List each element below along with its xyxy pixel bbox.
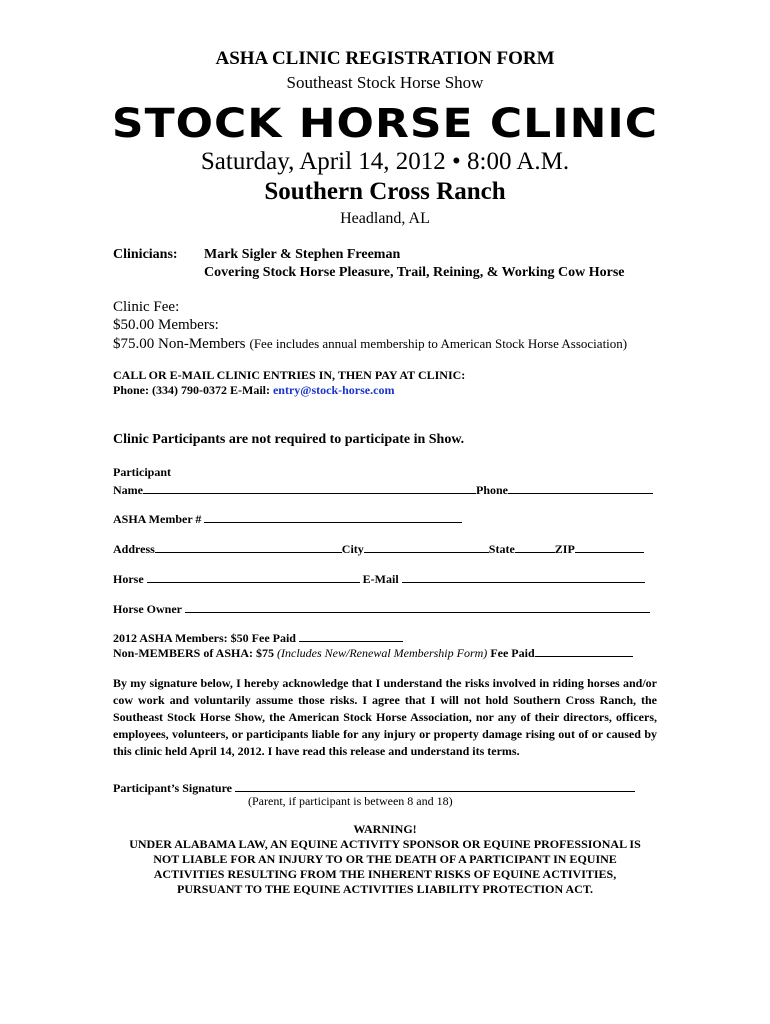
state-field[interactable] <box>515 540 555 553</box>
warning-line-2: NOT LIABLE FOR AN INJURY TO OR THE DEATH OF A PARTICIPANT IN EQUINE <box>153 852 617 866</box>
member-row <box>113 510 462 527</box>
contact-line <box>113 383 394 398</box>
warning-line-1: UNDER ALABAMA LAW, AN EQUINE ACTIVITY SPONSOR OR EQUINE PROFESSIONAL IS <box>129 837 641 851</box>
clinicians-label: Clinicians: <box>113 247 178 262</box>
fee-label: Clinic Fee: <box>113 299 180 315</box>
horse-field[interactable] <box>147 570 360 583</box>
warning-line-4: PURSUANT TO THE EQUINE ACTIVITIES LIABILITY PROTECTION ACT. <box>177 882 593 896</box>
email-label: E-Mail <box>362 572 399 586</box>
fee-non-members-line <box>113 335 627 353</box>
signature-label: Participant’s Signature <box>113 781 232 795</box>
participant-name-field[interactable] <box>143 481 476 494</box>
participation-note: Clinic Participants are not required to participate in Show. <box>113 432 465 447</box>
release-text: By my signature below, I hereby acknowledge that I understand the risks involved in riding horses and/or cow work and voluntarily assume those risks. I agree that I will not hold Southern Cross Ranch, the Southeast Stock Horse Show, the American Stock Horse Association, nor any of their directors, officers, employees, volunteers, or participants liable for any injury or property damage rising out of or caused by this clinic held April 14, 2012. I have read this release and understand its terms. <box>113 676 657 758</box>
warning-line-3: ACTIVITIES RESULTING FROM THE INHERENT RISKS OF EQUINE ACTIVITIES, <box>153 867 617 881</box>
email-field[interactable] <box>402 570 645 583</box>
zip-field[interactable] <box>575 540 644 553</box>
signature-note: (Parent, if participant is between 8 and 18) <box>248 794 453 808</box>
fee-members: $50.00 Members: <box>113 317 219 333</box>
horse-owner-label: Horse Owner <box>113 602 182 616</box>
clinician-names: Mark Sigler & Stephen Freeman <box>204 247 401 262</box>
members-paid-label: 2012 ASHA Members: $50 Fee Paid <box>113 631 296 645</box>
horse-owner-field[interactable] <box>185 600 650 613</box>
horse-row <box>113 570 645 587</box>
non-members-row <box>113 644 633 661</box>
phone-label: Phone <box>476 483 509 497</box>
state-label: State <box>488 542 515 556</box>
clinic-title: STOCK HORSE CLINIC <box>111 100 659 147</box>
participant-name-label: Name <box>113 483 143 497</box>
fee-non-members: $75.00 Non-Members <box>113 336 246 352</box>
warning-title: WARNING! <box>353 822 417 836</box>
address-field[interactable] <box>155 540 342 553</box>
members-paid-field[interactable] <box>299 629 403 642</box>
date-time: Saturday, April 14, 2012 • 8:00 A.M. <box>200 148 570 175</box>
form-title: ASHA CLINIC REGISTRATION FORM <box>215 48 555 69</box>
non-members-label: Non-MEMBERS of ASHA: $75 <box>113 646 275 660</box>
participant-row <box>113 481 653 498</box>
participant-label-1: Participant <box>113 465 171 479</box>
contact-email-link[interactable]: entry@stock-horse.com <box>272 383 395 397</box>
horse-label: Horse <box>113 572 144 586</box>
member-number-field[interactable] <box>204 510 462 523</box>
address-label: Address <box>113 542 155 556</box>
city-label: City <box>341 542 364 556</box>
contact-instruction: CALL OR E-MAIL CLINIC ENTRIES IN, THEN PAY AT CLINIC: <box>113 368 466 382</box>
phone-field[interactable] <box>508 481 653 494</box>
member-label: ASHA Member # <box>113 512 202 526</box>
signature-field[interactable] <box>235 779 635 792</box>
non-members-note: (Includes New/Renewal Membership Form) <box>277 646 488 660</box>
venue: Southern Cross Ranch <box>264 178 506 205</box>
zip-label: ZIP <box>554 542 575 556</box>
fee-non-members-note: (Fee includes annual membership to American Stock Horse Association) <box>249 336 628 351</box>
contact-phone: Phone: (334) 790-0372 E-Mail: <box>113 383 270 397</box>
fee-paid-field[interactable] <box>535 644 633 657</box>
fee-paid-label: Fee Paid <box>490 646 535 660</box>
address-row <box>113 540 644 557</box>
city-field[interactable] <box>364 540 489 553</box>
show-name: Southeast Stock Horse Show <box>286 73 484 92</box>
clinic-topics: Covering Stock Horse Pleasure, Trail, Reining, & Working Cow Horse <box>204 265 625 280</box>
location: Headland, AL <box>340 210 430 227</box>
horse-owner-row <box>113 600 650 617</box>
